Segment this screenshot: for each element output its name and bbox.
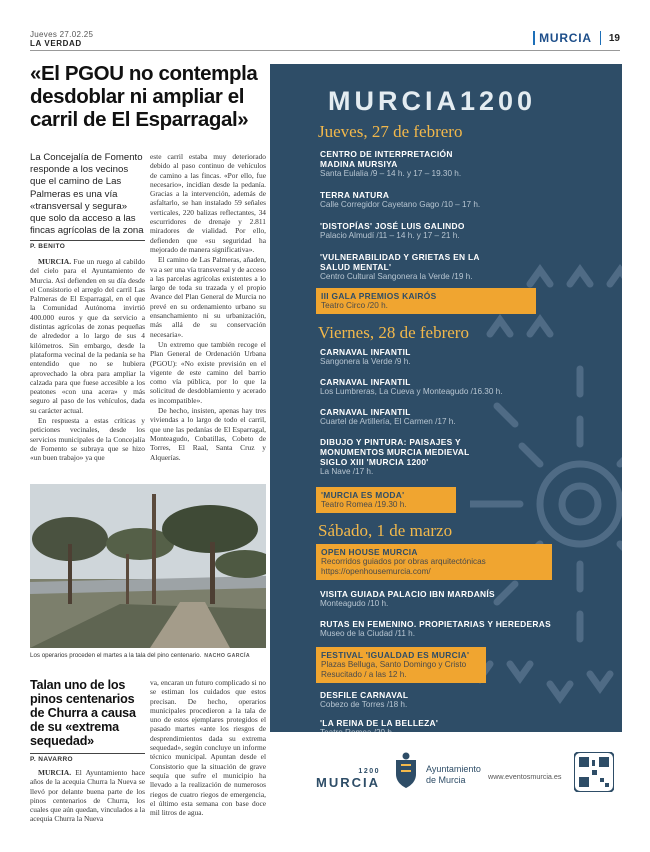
event-item — [320, 221, 610, 241]
day-heading-friday: Viernes, 28 de febrero — [318, 323, 469, 342]
article-subhead: La Concejalía de Fomento responde a los vecinos que el camino de Las Palmeras es una vía «transversal y segura» que solo da acceso a las fincas agrícolas de la zona — [30, 152, 144, 237]
article2-column-2 — [150, 678, 266, 818]
event-item-highlighted — [316, 288, 536, 314]
event-item — [320, 690, 610, 710]
paragraph-text: este carril estaba muy deteriorado debido al paso continuo de vehículos de camino a las fincas. «Por ello, fue necesario», incidían desde la pedanía. Gracias a la intervención, además de asfaltarlo, se han instalado 59 señales verticales, 220 balizas reflectantes, 34 escurridores de drenaje y 2.811 miradores de vialidad. Por ello, defienden que «su seguridad ha mejorado de manera significativa». — [150, 152, 266, 254]
event-details: Monteagudo /10 h. — [320, 599, 389, 608]
event-title: 'DISTOPÍAS' JOSÉ LUIS GALINDO — [320, 221, 465, 231]
page-header-right — [533, 31, 620, 45]
event-title: TERRA NATURA — [320, 190, 390, 200]
paragraph-text: Un extremo que también recoge el Plan General de Ordenación Urbana (PGOU): «No existe previsión en el vigente de este camino del barrio como vía pública, por lo que la solicitud de desdoblamiento y acerado es incompatible». — [150, 339, 266, 405]
article2-column-1 — [30, 768, 145, 825]
event-details: La Nave /17 h. — [320, 467, 374, 476]
dateline: MURCIA. — [38, 768, 72, 777]
article-paragraph — [150, 340, 266, 405]
issue-date: Jueves 27.02.25 — [30, 30, 94, 39]
event-item-highlighted — [316, 647, 486, 683]
ayuntamiento-line-1: Ayuntamiento — [426, 764, 481, 774]
article-paragraph — [150, 152, 266, 254]
event-title: OPEN HOUSE MURCIA — [321, 547, 418, 557]
pine-trees-illustration — [30, 484, 266, 648]
event-title: CARNAVAL INFANTIL — [320, 347, 411, 357]
event-item — [320, 190, 610, 210]
photo-caption — [30, 652, 266, 659]
event-item — [320, 407, 610, 427]
day-heading-thursday: Jueves, 27 de febrero — [318, 122, 463, 141]
newspaper-name: LA VERDAD — [30, 39, 82, 48]
footer-logo-word: MURCIA — [316, 775, 380, 790]
event-title: CARNAVAL INFANTIL — [320, 407, 411, 417]
article-column-1 — [30, 257, 145, 464]
article-headline: «El PGOU no contempla desdoblar ni ampliar el carril de El Esparragal» — [30, 62, 258, 131]
ayuntamiento-line-2: de Murcia — [426, 775, 466, 785]
article-paragraph — [30, 257, 145, 415]
event-details: Santa Eulalia /9 – 14 h. y 17 – 19.30 h. — [320, 169, 462, 178]
event-details: Plazas Belluga, Santo Domingo y Cristo Resucitado / a las 12 h. — [321, 660, 467, 679]
event-title: DIBUJO Y PINTURA: PAISAJES Y MONUMENTOS MURCIA MEDIEVAL SIGLO XIII 'MURCIA 1200' — [320, 437, 470, 467]
article-paragraph — [150, 406, 266, 462]
event-item — [320, 377, 610, 397]
news-photo — [30, 484, 266, 648]
event-title: 'MURCIA ES MODA' — [321, 490, 405, 500]
decorative-pattern-icon — [470, 244, 622, 714]
event-title: CENTRO DE INTERPRETACIÓN MADINA MURSIYA — [320, 149, 453, 169]
event-details: Calle Corregidor Cayetano Gago /10 – 17 h. — [320, 200, 481, 209]
event-item — [320, 589, 610, 609]
paragraph-text: El camino de Las Palmeras, añaden, va a ser una vía transversal y de acceso a las parcelas agrícolas existentes a lo largo de toda su trazada y el propio Avance del Plan General de Murcia no prevé en su ordenamiento urbano su ensanchamiento ni su urbanización, más allá de su conservación necesaria». — [150, 255, 266, 339]
ad-footer — [270, 732, 622, 818]
section-name: MURCIA — [539, 31, 592, 45]
dateline: MURCIA. — [38, 257, 72, 266]
qr-code-icon — [574, 752, 614, 792]
footer-logo-number: 1200 — [358, 768, 380, 775]
footer-murcia1200-logo — [316, 768, 380, 790]
event-details: Centro Cultural Sangonera la Verde /19 h. — [320, 272, 473, 281]
event-title: FESTIVAL 'IGUALDAD ES MURCIA' — [321, 650, 470, 660]
event-item — [320, 437, 610, 477]
page-number: 19 — [608, 32, 620, 44]
section-marker — [533, 31, 535, 45]
day-heading-saturday: Sábado, 1 de marzo — [318, 521, 453, 540]
event-details: Palacio Almudí /11 – 14 h. y 17 – 21 h. — [320, 231, 460, 240]
event-details: Sangonera la Verde /9 h. — [320, 357, 411, 366]
event-item — [320, 347, 610, 367]
event-title: VISITA GUIADA PALACIO IBN MARDANÍS — [320, 589, 495, 599]
paragraph-text: Fue un ruego al cabildo del cielo para el Ayuntamiento de Murcia. Así defienden en su día desde el Consistorio el arreglo del carril Las Palmeras de El Esparragal, en el que la Comunidad Autónoma invirtió 400.000 euros y que da servicio a distintas agrícolas de zonas pequeñas de alrededor a lo largo de sus 4 kilómetros. Sin embargo, desde la plataforma vecinal de la pedanía se ha entendido que no se hubiera aprovechado la obra para ampliar la calzada para que fuese accesible a los peatones «con una acera» y más seguro al paso de los vehículos, dada su carácter actual. — [30, 257, 145, 415]
event-item — [320, 619, 610, 639]
article2-byline: P. NAVARRO — [30, 753, 145, 763]
event-item-highlighted — [316, 487, 456, 513]
event-title: RUTAS EN FEMENINO. PROPIETARIAS Y HEREDERAS — [320, 619, 551, 629]
event-item-highlighted — [316, 544, 552, 580]
article-byline: P. BENITO — [30, 240, 145, 250]
murcia-1200-logo: MURCIA1200 — [328, 86, 537, 116]
event-title: CARNAVAL INFANTIL — [320, 377, 411, 387]
event-details: Teatro Romea /19.30 h. — [321, 500, 407, 509]
event-title: III GALA PREMIOS KAIRÓS — [321, 291, 437, 301]
city-coat-of-arms-icon — [392, 752, 420, 790]
event-item — [320, 149, 610, 179]
article-paragraph — [30, 416, 145, 462]
article-paragraph — [150, 678, 266, 817]
caption-text: Los operarios proceden el martes a la tala del pino centenario. — [30, 652, 202, 659]
photo-credit: NACHO GARCÍA — [204, 653, 251, 659]
paragraph-text: va, encaran un futuro complicado si no se estiman los cuidados que estos precisan. De hecho, operarios municipales procedieron a la tala de uno de estos ejemplares protegidos el pasado martes «ante los riesgos de desprendimientos dada su extrema sequedad», según concluye un informe técnico municipal. Apuntan desde el Consistorio que la situación de grave sequía que sufre el municipio ha llevado a la realización de numerosos riegos de cuatro riegos de emergencia, el último esta semana con base doce mil litros de agua. — [150, 678, 266, 818]
paragraph-text: De hecho, insisten, apenas hay tres viviendas a lo largo de todo el carril, que une las pedanías de El Esparragal, Monteagudo, Cobatillas, Cobeto de Torres, El Raal, Santa Cruz y Alquerías. — [150, 406, 266, 462]
event-details: Recorridos guiados por obras arquitectónicas https://openhousemurcia.com/ — [321, 557, 486, 576]
paragraph-text: El Ayuntamiento hace años de la acequia Churra la Nueva se llevó por delante buena parte de los pinos centenarios de Churra, los cuales que aún quedan, vinculados a la acequia Churra la Nueva — [30, 768, 145, 824]
header-divider — [600, 31, 601, 45]
article-paragraph — [30, 768, 145, 824]
event-details: Museo de la Ciudad /11 h. — [320, 629, 415, 638]
event-title: 'VULNERABILIDAD Y GRIETAS EN LA SALUD MENTAL' — [320, 252, 480, 272]
page-header-left — [30, 30, 93, 48]
event-details: Los Lumbreras, La Cueva y Monteagudo /16.30 h. — [320, 387, 503, 396]
event-title: DESFILE CARNAVAL — [320, 690, 409, 700]
event-item — [320, 252, 610, 282]
article-paragraph — [150, 255, 266, 339]
ayuntamiento-logo — [426, 764, 481, 786]
paragraph-text: En respuesta a estas críticas y peticiones vecinales, desde los servicios municipales de la Concejalía de Fomento se subraya que se hizo «un buen trabajo» ya que — [30, 416, 145, 463]
event-title: 'LA REINA DE LA BELLEZA' — [320, 718, 439, 728]
event-details: Cobezo de Torres /18 h. — [320, 700, 408, 709]
article-column-2 — [150, 152, 266, 463]
article2-headline: Talan uno de los pinos centenarios de Churra a causa de su «extrema sequedad» — [30, 678, 136, 748]
header-rule — [30, 50, 620, 51]
event-details: Cuartel de Artillería, El Carmen /17 h. — [320, 417, 456, 426]
event-details: Teatro Circo /20 h. — [321, 301, 388, 310]
events-website: www.eventosmurcia.es — [488, 772, 562, 781]
event-advertisement — [270, 64, 622, 818]
